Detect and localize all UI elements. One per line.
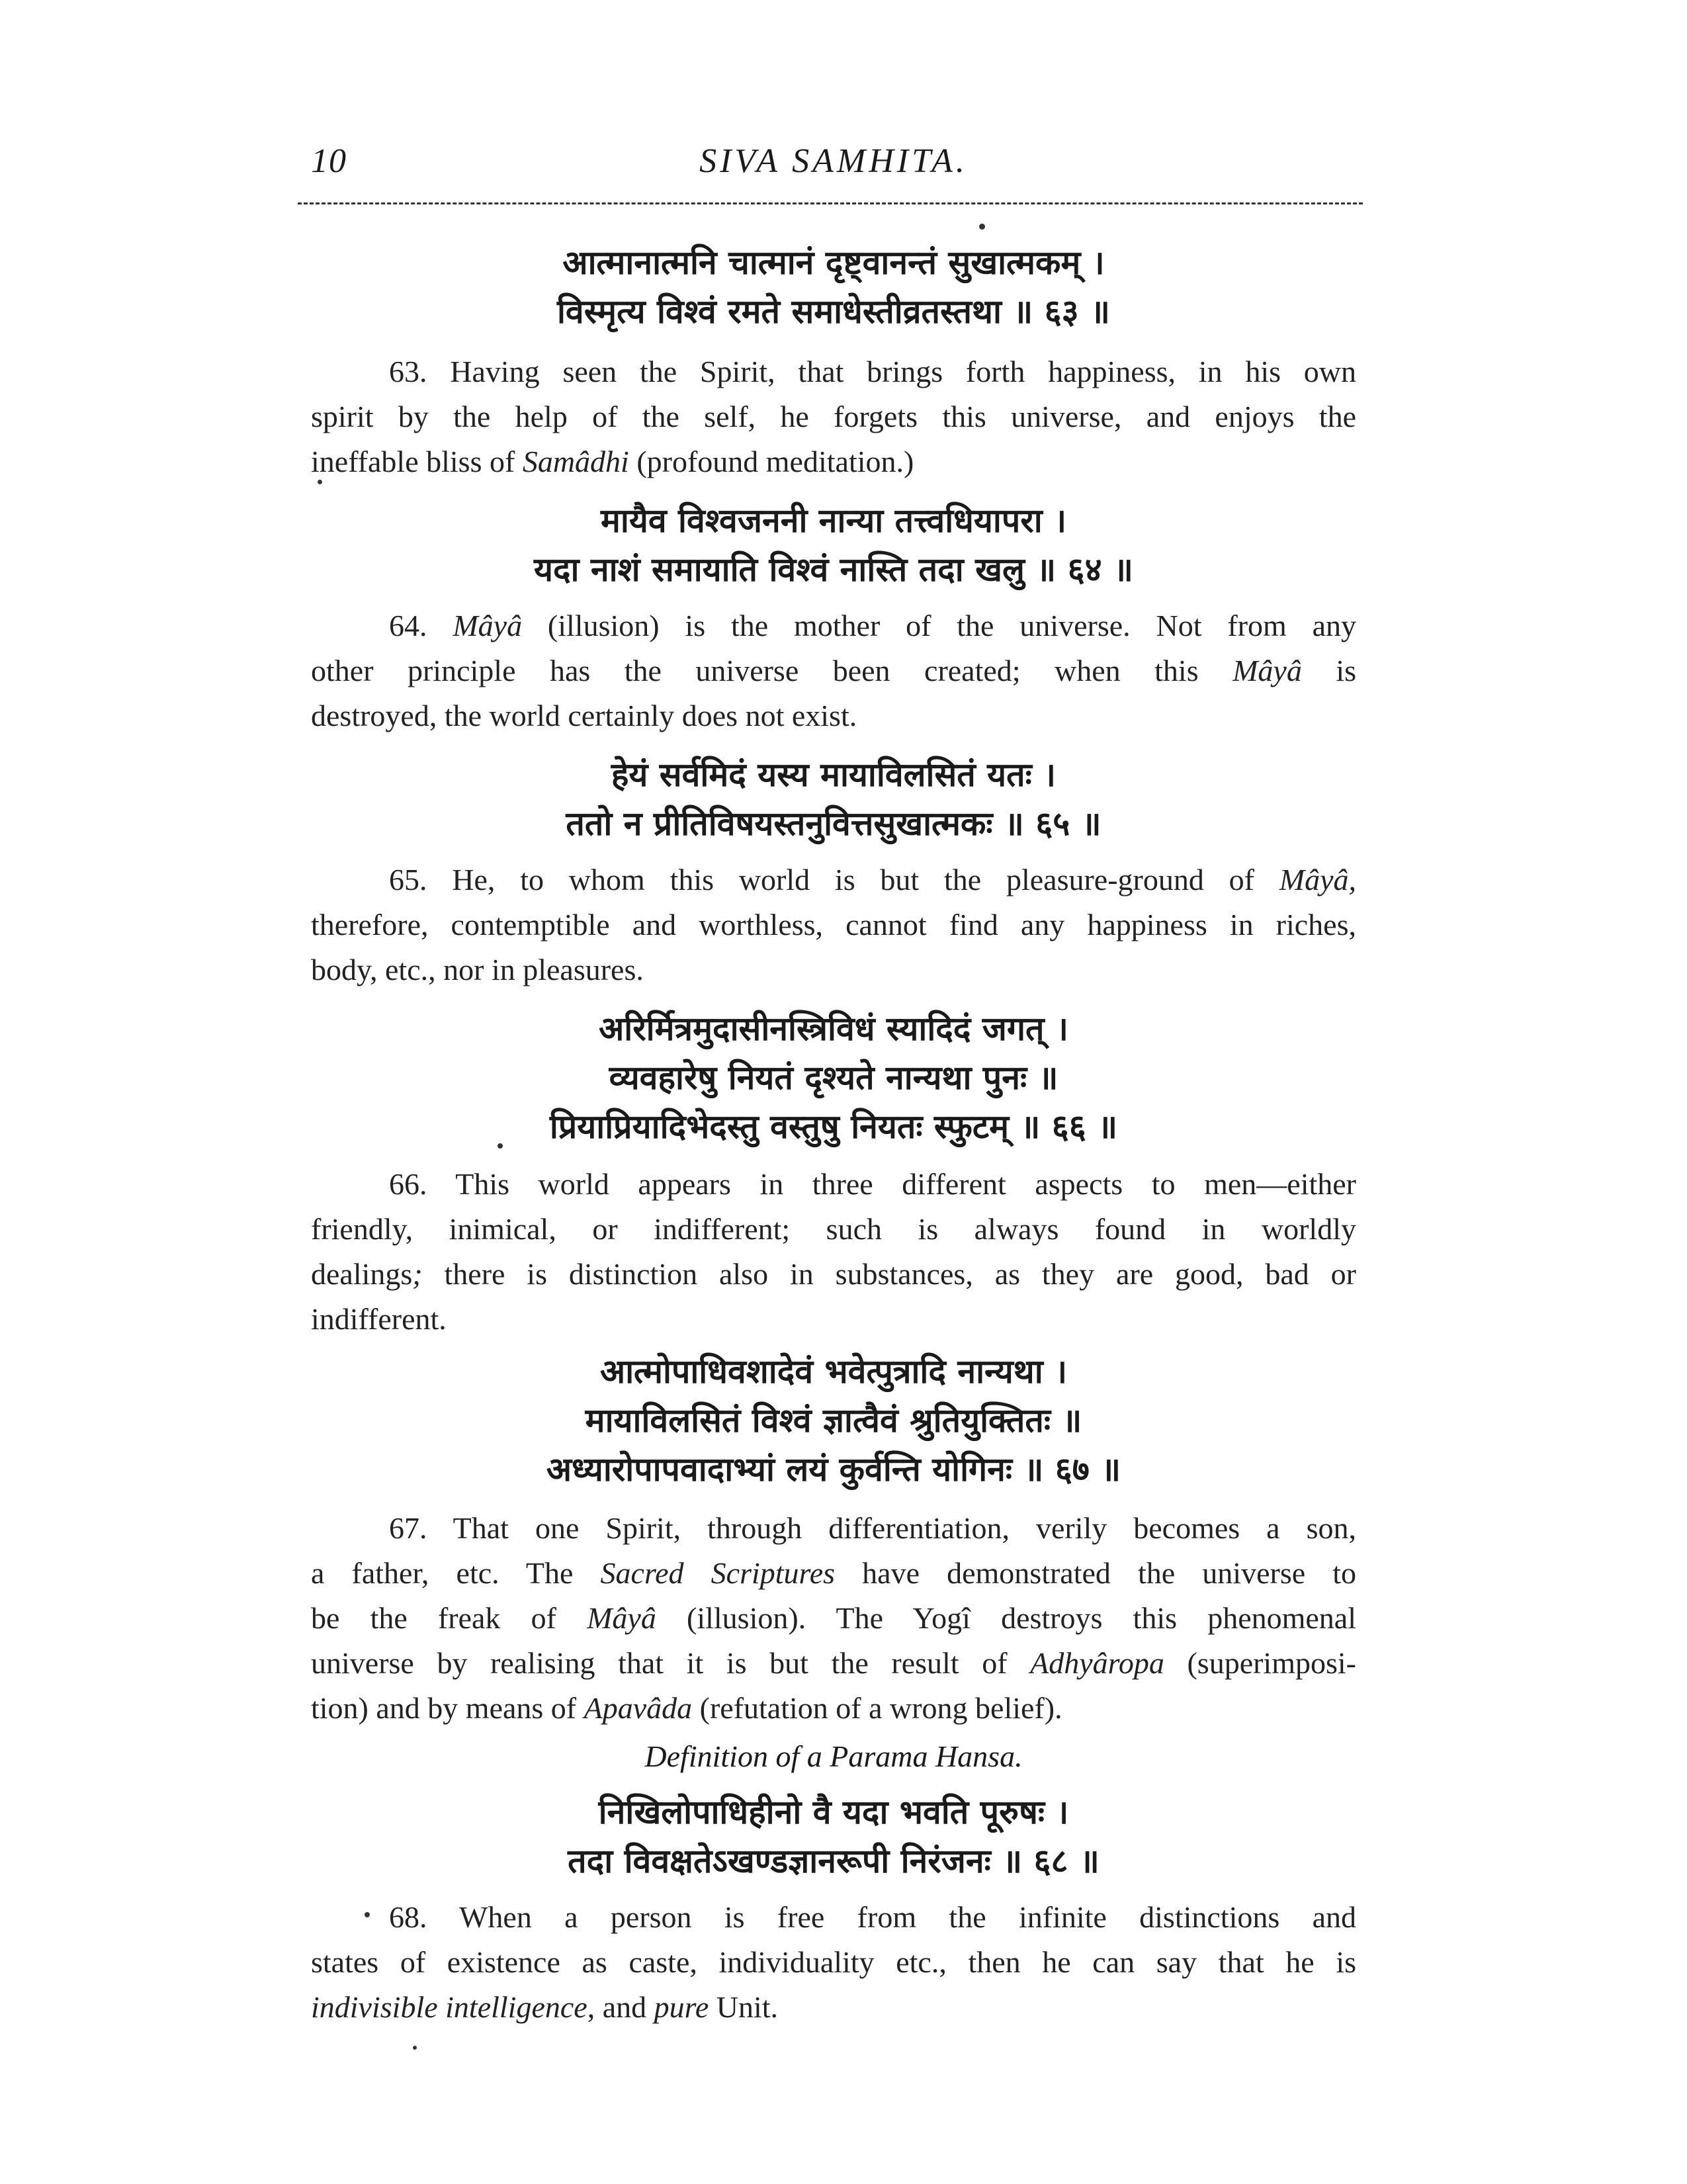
scan-speck: [979, 224, 985, 230]
italic-term: Mâyâ: [1233, 654, 1302, 687]
italic-term: Samâdhi: [522, 445, 629, 478]
verse-line: अरिर्मित्रमुदासीनस्त्रिविधं स्यादिदं जगत् ।: [599, 1010, 1068, 1048]
page-number: 10: [311, 142, 347, 180]
verse-line: आत्मोपाधिवशादेवं भवेत्पुत्रादि नान्यथा ।: [599, 1352, 1068, 1391]
verse-line: निखिलोपाधिहीनो वै यदा भवति पूरुषः ।: [598, 1793, 1069, 1831]
paragraph-66: [311, 1162, 1356, 1342]
paragraph-line: 68. When a person is free from the infinite distinctions and: [389, 1900, 1356, 1934]
paragraph-text: , and: [587, 1990, 654, 2024]
verse-line: ततो न प्रीतिविषयस्तनुवित्तसुखात्मकः ॥ ६५ ॥: [566, 805, 1102, 843]
paragraph-68: [311, 1895, 1356, 2030]
italic-term: Mâyâ: [587, 1601, 656, 1635]
verse-line: विस्मृत्य विश्वं रमते समाधेस्तीव्रतस्तथा ॥ ६३ ॥: [556, 292, 1111, 331]
paragraph-line: indifferent.: [311, 1302, 447, 1336]
verse-line: आत्मानात्मनि चात्मानं दृष्ट्वानन्तं सुखात्मकम् ।: [562, 243, 1105, 282]
paragraph-65: [311, 857, 1356, 992]
paragraph-line: destroyed, the world certainly does not exist.: [311, 699, 857, 732]
running-title: SIVA SAMHITA.: [699, 142, 968, 180]
paragraph-line: 67. That one Spirit, through differentiation, verily becomes a son,: [389, 1511, 1356, 1545]
verse-64: [311, 496, 1356, 594]
paragraph-text: 65. He, to whom this world is but the pleasure-ground of: [389, 863, 1279, 896]
page-header: [311, 142, 1356, 195]
verse-66: [311, 1004, 1356, 1151]
paragraph-64: [311, 603, 1356, 738]
paragraph-text: universe by realising that it is but the result of: [311, 1646, 1031, 1680]
verse-line: यदा नाशं समायाति विश्वं नास्ति तदा खलु ॥ ६४ ॥: [533, 550, 1133, 589]
scan-speck: [318, 480, 322, 484]
verse-line: हेयं सर्वमिदं यस्य मायाविलसितं यतः ।: [611, 756, 1057, 794]
verse-line: तदा विवक्षतेऽखण्डज्ञानरूपी निरंजनः ॥ ६८ ॥: [568, 1842, 1100, 1880]
verse-line: प्रियाप्रियादिभेदस्तु वस्तुषु नियतः स्फुटम् ॥ ६६ ॥: [549, 1108, 1118, 1146]
header-rule: [298, 202, 1363, 204]
verse-line: व्यवहारेषु नियतं दृश्यते नान्यथा पुनः ॥: [609, 1059, 1059, 1097]
verse-line: अध्यारोपापवादाभ्यां लयं कुर्वन्ति योगिनः ॥ ६७ ॥: [546, 1450, 1121, 1489]
paragraph-text: tion) and by means of: [311, 1691, 584, 1725]
verse-line: मायैव विश्वजननी नान्या तत्त्वधियापरा ।: [600, 502, 1067, 540]
paragraph-text: a father, etc. The: [311, 1556, 601, 1590]
paragraph-67: [311, 1506, 1356, 1731]
paragraph-text: Unit.: [709, 1990, 779, 2024]
paragraph-text: other principle has the universe been created; when this: [311, 654, 1233, 687]
italic-term: Sacred Scriptures: [600, 1556, 836, 1590]
italic-term: Apavâda: [584, 1691, 693, 1725]
paragraph-line: friendly, inimical, or indifferent; such is always found in worldly: [311, 1212, 1356, 1246]
paragraph-line: 63. Having seen the Spirit, that brings forth happiness, in his own: [389, 355, 1356, 388]
paragraph-line: therefore, contemptible and worthless, cannot find any happiness in riches,: [311, 908, 1356, 941]
paragraph-63: [311, 349, 1356, 484]
paragraph-text: (profound meditation.): [628, 445, 914, 478]
paragraph-text: there is distinction also in substances, as they are good, bad or: [422, 1257, 1356, 1291]
verse-line: मायाविलसितं विश्वं ज्ञात्वैवं श्रुतियुक्तितः ॥: [585, 1401, 1082, 1440]
verse-63: [311, 238, 1356, 336]
paragraph-text: have demonstrated the universe to: [835, 1556, 1357, 1590]
paragraph-text: (refutation of a wrong belief).: [692, 1691, 1062, 1725]
italic-term: Adhyâropa: [1030, 1646, 1164, 1680]
verse-68: [311, 1788, 1356, 1886]
italic-term: indivisible intelligence: [311, 1990, 587, 2024]
scan-speck: [413, 2046, 417, 2050]
paragraph-line: spirit by the help of the self, he forgets this universe, and enjoys the: [311, 400, 1356, 433]
paragraph-text: (illusion). The Yogî destroys this phenomenal: [656, 1601, 1356, 1635]
italic-term: Mâyâ,: [1279, 863, 1356, 896]
section-heading: Definition of a Parama Hansa.: [644, 1739, 1023, 1773]
verse-65: [311, 750, 1356, 848]
paragraph-text: (illusion) is the mother of the universe. Not from any: [522, 609, 1356, 642]
paragraph-text: dealings: [311, 1257, 413, 1291]
italic-term: Mâyâ: [453, 609, 523, 642]
italic-term: ;: [412, 1257, 423, 1291]
italic-term: pure: [654, 1990, 709, 2024]
paragraph-line: body, etc., nor in pleasures.: [311, 953, 644, 986]
paragraph-text: (superimposi-: [1164, 1646, 1356, 1680]
paragraph-line: 66. This world appears in three different aspects to men—either: [389, 1167, 1356, 1201]
paragraph-line: states of existence as caste, individuality etc., then he can say that he is: [311, 1945, 1356, 1979]
paragraph-text: is: [1301, 654, 1356, 687]
scan-speck: [497, 1143, 503, 1149]
scan-speck: [365, 1912, 370, 1917]
paragraph-text: be the freak of: [311, 1601, 587, 1635]
paragraph-text: ineffable bliss of: [311, 445, 523, 478]
paragraph-text: 64.: [389, 609, 453, 642]
verse-67: [311, 1347, 1356, 1494]
